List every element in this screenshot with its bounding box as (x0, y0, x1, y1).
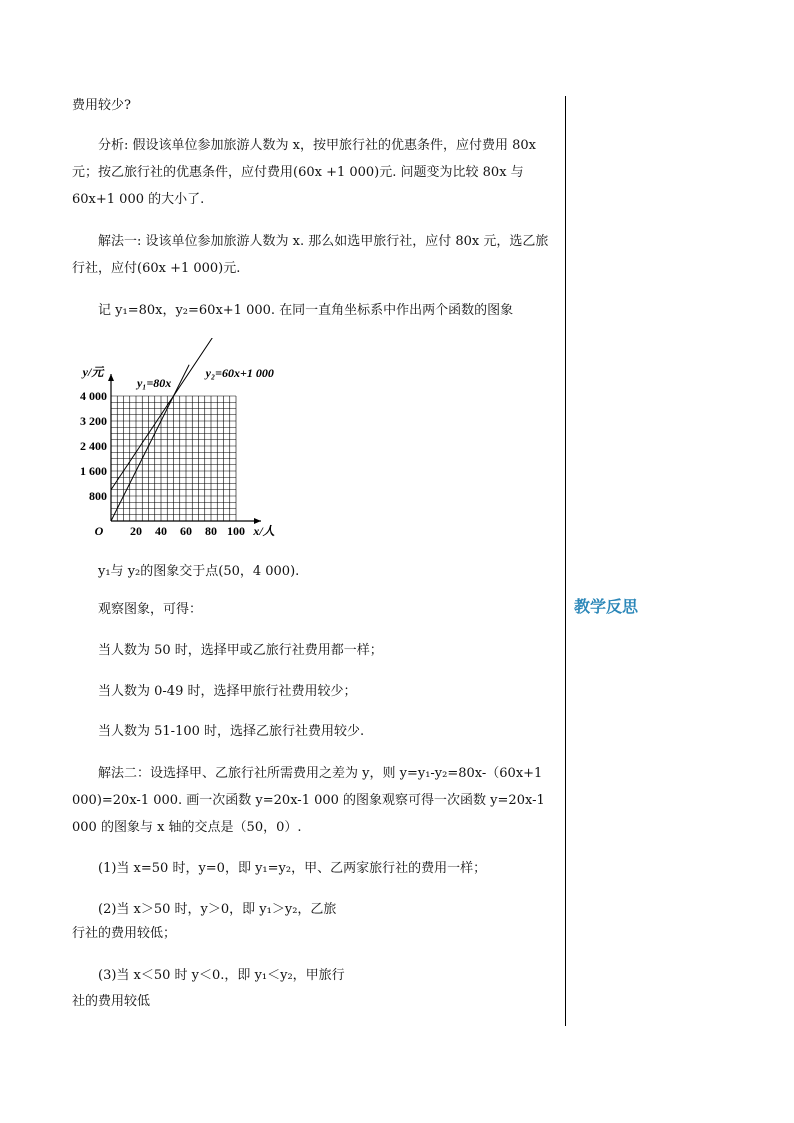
sidebar-title: 教学反思 (574, 597, 639, 616)
x-tick-label: 80 (205, 524, 217, 538)
case-3-line-b: 社的费用较低 (72, 994, 151, 1009)
origin-label: O (94, 524, 104, 538)
observe-line: 观察图象，可得： (98, 602, 203, 617)
analysis-paragraph: 分析: 假设该单位参加旅游人数为 x，按甲旅行社的优惠条件，应付费用 80x 元；按乙旅行社的优惠条件，应付费用(60x +1 000)元. 问题变为比较 80x 与 60x+1 000 的大小了. (72, 138, 536, 207)
y-tick-label: 1 600 (80, 464, 107, 478)
y-tick-label: 3 200 (80, 414, 107, 428)
case-2-line-b: 行社的费用较低； (72, 926, 177, 941)
function-graph (78, 338, 318, 538)
text-line-1: 费用较少? (72, 98, 131, 113)
series-line-2 (111, 338, 215, 490)
x-tick-label: 20 (130, 524, 142, 538)
notation-line: 记 y₁=80x，y₂=60x+1 000. 在同一直角坐标系中作出两个函数的图象 (98, 303, 514, 318)
chart-series (111, 338, 215, 521)
conclusion-51-100: 当人数为 51-100 时，选择乙旅行社费用较少. (98, 724, 365, 739)
case-3-line-a: (3)当 x＜50 时 y＜0.，即 y₁＜y₂，甲旅行 (98, 968, 345, 983)
series-1-label: y₁=80x (136, 375, 172, 390)
chart-grid (111, 396, 236, 521)
method-one-paragraph: 解法一: 设该单位参加旅游人数为 x. 那么如选甲旅行社，应付 80x 元，选乙旅行社，应付(60x +1 000)元. (72, 234, 549, 276)
x-tick-label: 100 (227, 524, 245, 538)
chart-axes (108, 374, 261, 524)
conclusion-0-49: 当人数为 0-49 时，选择甲旅行社费用较少； (98, 684, 357, 699)
intersection-line: y₁与 y₂的图象交于点(50，4 000). (98, 564, 300, 579)
x-tick-label: 60 (180, 524, 192, 538)
y-axis-arrow (108, 374, 114, 381)
method-two-paragraph: 解法二：设选择甲、乙旅行社所需费用之差为 y，则 y=y₁-y₂=80x-（60x+1 000)=20x-1 000. 画一次函数 y=20x-1 000 的图象观察可得一次函数 y=20x-1 000 的图象与 x 轴的交点是（50，0）. (72, 766, 545, 835)
x-axis-label: x/人 (253, 524, 275, 538)
x-tick-label: 40 (155, 524, 167, 538)
y-tick-label: 2 400 (80, 439, 107, 453)
conclusion-50: 当人数为 50 时，选择甲或乙旅行社费用都一样； (98, 643, 383, 658)
case-1: (1)当 x=50 时，y=0，即 y₁=y₂，甲、乙两家旅行社的费用一样； (98, 861, 487, 876)
column-divider (565, 96, 566, 1026)
series-2-label: y₂=60x+1 000 (205, 366, 274, 381)
y-tick-label: 800 (89, 489, 107, 503)
y-axis-label: y/元 (82, 365, 104, 379)
y-tick-label: 4 000 (80, 389, 107, 403)
case-2-line-a: (2)当 x＞50 时，y＞0，即 y₁＞y₂，乙旅 (98, 902, 337, 917)
